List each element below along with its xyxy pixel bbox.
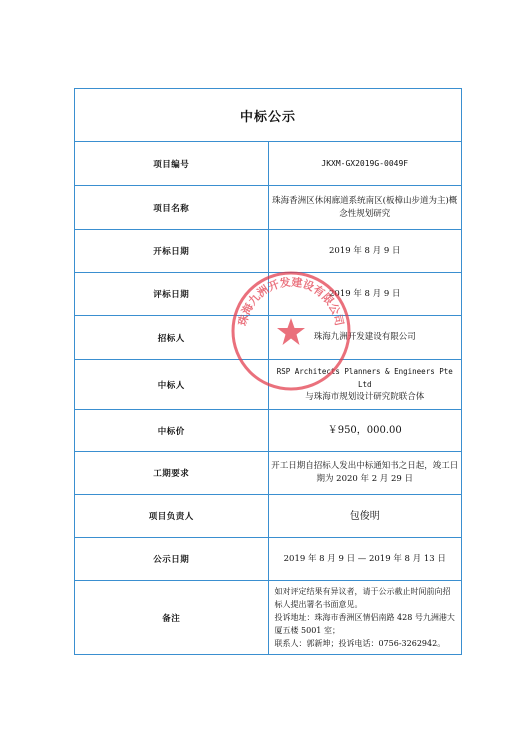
table-row xyxy=(75,186,462,230)
project-no-value: JKXM-GX2019G-0049F xyxy=(268,142,462,186)
table-row xyxy=(75,230,462,273)
manager-value: 包俊明 xyxy=(268,495,462,538)
winner-value xyxy=(268,360,462,410)
table-row xyxy=(75,273,462,316)
publicity-date-label: 公示日期 xyxy=(75,538,269,581)
publicity-date-value: 2019 年 8 月 9 日 — 2019 年 8 月 13 日 xyxy=(268,538,462,581)
table-row xyxy=(75,142,462,186)
tenderer-value: 珠海九洲开发建设有限公司 xyxy=(268,316,462,360)
table-row xyxy=(75,410,462,452)
eval-date-label: 评标日期 xyxy=(75,273,269,316)
remarks-label: 备注 xyxy=(75,581,269,655)
table-row xyxy=(75,360,462,410)
price-value: ￥950，000.00 xyxy=(268,410,462,452)
project-name-value: 珠海香洲区休闲廊道系统南区(板樟山步道为主)概念性规划研究 xyxy=(268,186,462,230)
eval-date-value: 2019 年 8 月 9 日 xyxy=(268,273,462,316)
table-row xyxy=(75,495,462,538)
bid-open-date-value: 2019 年 8 月 9 日 xyxy=(268,230,462,273)
notice-title: 中标公示 xyxy=(75,89,462,142)
bid-notice-table xyxy=(74,88,462,655)
table-row xyxy=(75,316,462,360)
winner-line-2: 与珠海市规划设计研究院联合体 xyxy=(305,392,425,402)
manager-label: 项目负责人 xyxy=(75,495,269,538)
price-label: 中标价 xyxy=(75,410,269,452)
remarks-line-3: 联系人：郭新坤；投诉电话：0756-3262942。 xyxy=(274,639,446,648)
remarks-line-1: 如对评定结果有异议者，请于公示截止时间前向招标人提出署名书面意见。 xyxy=(274,587,451,609)
remarks-line-2: 投诉地址：珠海市香洲区情侣南路 428 号九洲港大厦五楼 5001 室； xyxy=(274,613,455,635)
title-row xyxy=(75,89,462,142)
bid-open-date-label: 开标日期 xyxy=(75,230,269,273)
remarks-value xyxy=(268,581,462,655)
schedule-value: 开工日期自招标人发出中标通知书之日起，竣工日期为 2020 年 2 月 29 日 xyxy=(268,452,462,495)
table-row xyxy=(75,452,462,495)
project-name-label: 项目名称 xyxy=(75,186,269,230)
schedule-label: 工期要求 xyxy=(75,452,269,495)
winner-label: 中标人 xyxy=(75,360,269,410)
svg-text:珠海九洲开发建设有限公司: 珠海九洲开发建设有限公司 xyxy=(236,275,346,328)
project-no-label: 项目编号 xyxy=(75,142,269,186)
table-row xyxy=(75,581,462,655)
winner-line-1: RSP Architects Planners & Engineers Pte Ltd xyxy=(276,367,453,389)
table-row xyxy=(75,538,462,581)
tenderer-label: 招标人 xyxy=(75,316,269,360)
